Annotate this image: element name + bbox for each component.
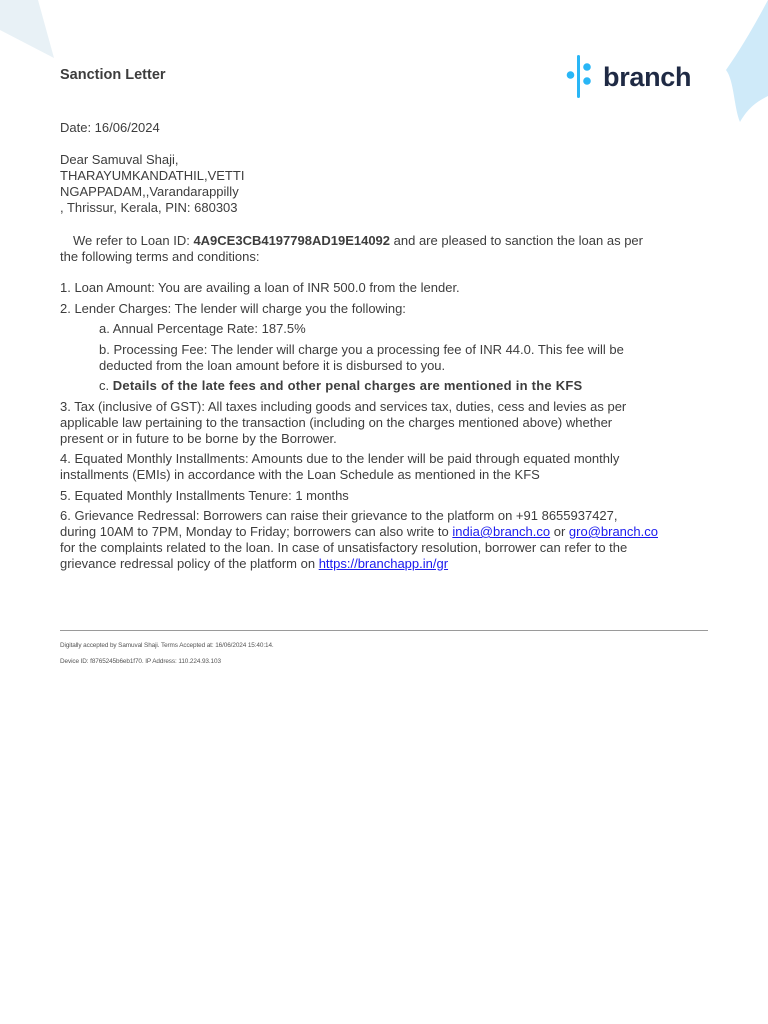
intro-paragraph: [73, 233, 643, 249]
email-link-india[interactable]: india@branch.co: [452, 524, 551, 539]
term-emi-tenure: 5. Equated Monthly Installments Tenure: 1 months: [60, 488, 349, 503]
email-link-gro[interactable]: gro@branch.co: [568, 524, 658, 539]
branch-logo-wordmark: branch: [603, 62, 692, 92]
footer-divider: [60, 630, 708, 631]
grievance-text: during 10AM to 7PM, Monday to Friday; borrowers can also write to: [60, 524, 453, 539]
term-grievance-line: [60, 524, 658, 540]
device-info-note: Device ID: f8765245b6eb1f70. IP Address: 110.224.93.103: [60, 658, 221, 665]
grievance-text: grievance redressal policy of the platform on: [60, 556, 319, 571]
term-grievance-line: [60, 556, 448, 572]
page-title: Sanction Letter: [60, 67, 166, 83]
term-emi: 4. Equated Monthly Installments: Amounts due to the lender will be paid through equated monthly: [60, 451, 620, 466]
branch-logo-mark-icon: [566, 54, 600, 100]
term-loan-amount: 1. Loan Amount: You are availing a loan of INR 500.0 from the lender.: [60, 280, 460, 295]
term-apr: a. Annual Percentage Rate: 187.5%: [99, 321, 306, 336]
policy-link[interactable]: https://branchapp.in/gr: [318, 556, 449, 571]
corner-decoration-right: [712, 0, 768, 124]
term-processing-fee-line: deducted from the loan amount before it is disbursed to you.: [99, 358, 446, 373]
term-grievance-line: for the complaints related to the loan. In case of unsatisfactory resolution, borrower can refer to the: [60, 540, 628, 555]
loan-id: 4A9CE3CB4197798AD19E14092: [193, 233, 391, 248]
salutation: Dear Samuval Shaji,: [60, 152, 179, 167]
term-tax-line: present or in future to be borne by the Borrower.: [60, 431, 337, 446]
term-emi-line: installments (EMIs) in accordance with the Loan Schedule as mentioned in the KFS: [60, 467, 540, 482]
term-tax: 3. Tax (inclusive of GST): All taxes including goods and services tax, duties, cess and levies as per: [60, 399, 627, 414]
term-penal-prefix: c.: [99, 378, 113, 393]
address-line: THARAYUMKANDATHIL,VETTI: [60, 168, 245, 183]
term-grievance: 6. Grievance Redressal: Borrowers can raise their grievance to the platform on +91 8655937427,: [60, 508, 618, 523]
term-tax-line: applicable law pertaining to the transaction (including on the charges mentioned above) whether: [60, 415, 613, 430]
address-line: , Thrissur, Kerala, PIN: 680303: [60, 200, 238, 215]
intro-paragraph-line: the following terms and conditions:: [60, 249, 260, 264]
address-line: NGAPPADAM,,Varandarappilly: [60, 184, 239, 199]
term-lender-charges: 2. Lender Charges: The lender will charge you the following:: [60, 301, 406, 316]
letter-date: Date: 16/06/2024: [60, 120, 160, 135]
intro-text: We refer to Loan ID:: [73, 233, 194, 248]
term-processing-fee: b. Processing Fee: The lender will charge you a processing fee of INR 44.0. This fee will be: [99, 342, 624, 357]
intro-text: and are pleased to sanction the loan as per: [390, 233, 643, 248]
branch-logo: [566, 54, 692, 100]
corner-decoration-left: [0, 0, 60, 62]
grievance-text: or: [550, 524, 569, 539]
term-penal-text: Details of the late fees and other penal charges are mentioned in the KFS: [112, 378, 583, 393]
term-penal-charges: [99, 378, 582, 394]
digital-acceptance-note: Digitally accepted by Samuval Shaji. Terms Accepted at: 16/06/2024 15:40:14.: [60, 642, 274, 649]
